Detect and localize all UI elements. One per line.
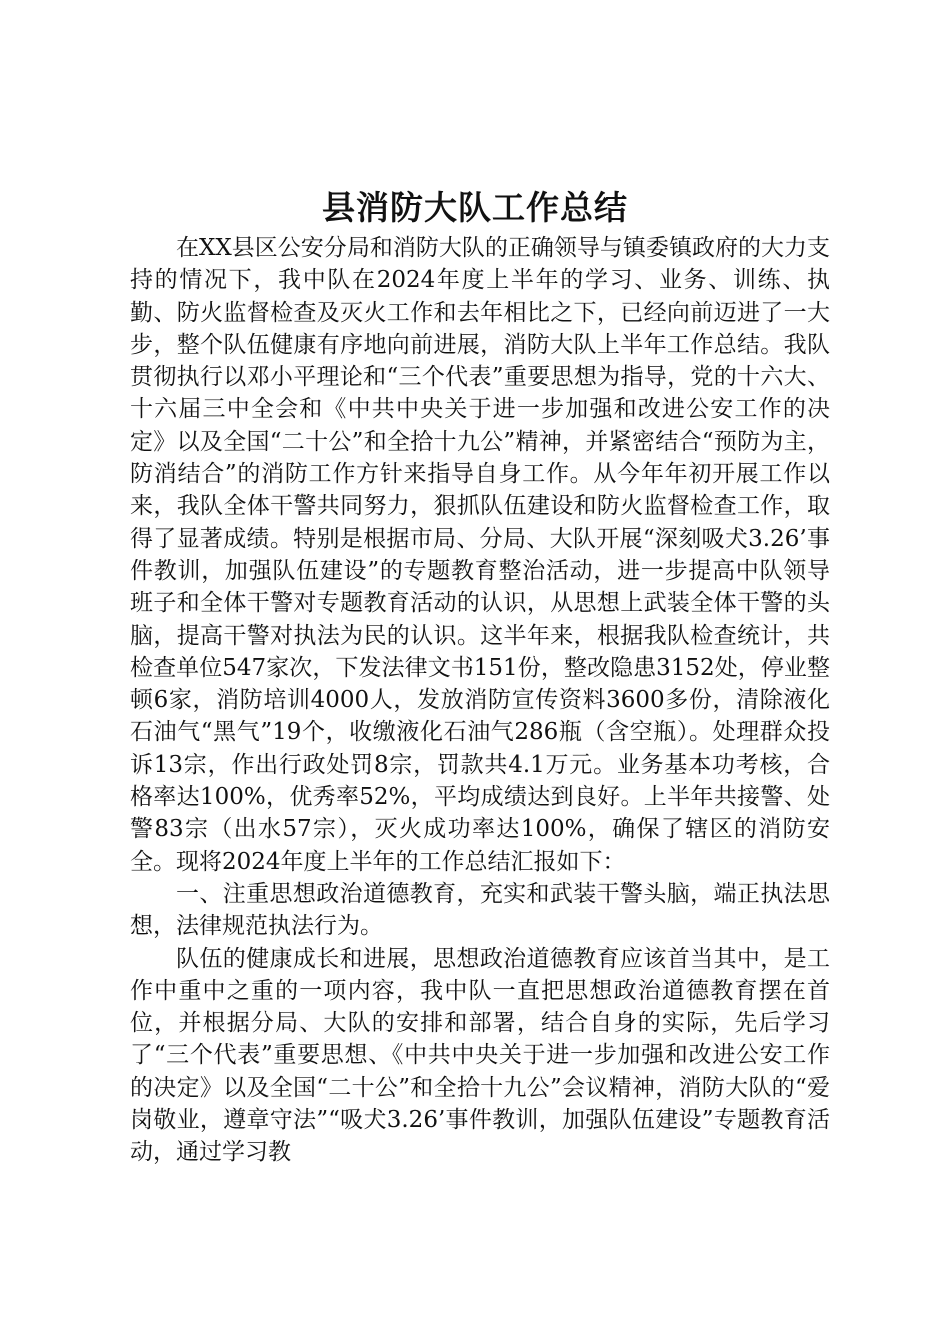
document-title: 县消防大队工作总结 bbox=[322, 188, 628, 227]
paragraph-section-one-body: 队伍的健康成长和进展，思想政治道德教育应该首当其中，是工作中重中之重的一项内容，我中队一直把思想政治道德教育摆在首位，并根据分局、大队的安排和部署，结合自身的实际，先后学习了“三个代表”重要思想、《中共中央关于进一步加强和改进公安工作的决定》以及全国“二十公”和全拾十九公”会议精神，消防大队的“爱岗敬业，遵章守法”“吸犬3.26’事件教训，加强队伍建设”专题教育活动，通过学习教 bbox=[130, 945, 830, 1166]
document-body bbox=[130, 232, 830, 1169]
paragraph-section-one-heading: 一、注重思想政治道德教育，充实和武装干警头脑，端正执法思想，法律规范执法行为。 bbox=[130, 880, 830, 940]
paragraph-intro: 在XX县区公安分局和消防大队的正确领导与镇委镇政府的大力支持的情况下，我中队在2024年度上半年的学习、业务、训练、执勤、防火监督检查及灭火工作和去年相比之下，已经向前迈进了一大步，整个队伍健康有序地向前进展，消防大队上半年工作总结。我队贯彻执行以邓小平理论和“三个代表”重要思想为指导，党的十六大、十六届三中全会和《中共中央关于进一步加强和改进公安工作的决定》以及全国“二十公”和全拾十九公”精神，并紧密结合“预防为主，防消结合”的消防工作方针来指导自身工作。从今年年初开展工作以来，我队全体干警共同努力，狠抓队伍建设和防火监督检查工作，取得了显著成绩。特别是根据市局、分局、大队开展“深刻吸犬3.26’事件教训，加强队伍建设”的专题教育整治活动，进一步提高中队领导班子和全体干警对专题教育活动的认识，从思想上武装全体干警的头脑，提高干警对执法为民的认识。这半年来，根据我队检查统计，共检查单位547家次，下发法律文书151份，整改隐患3152处，停业整顿6家，消防培训4000人，发放消防宣传资料3600多份，清除液化石油气“黑气”19个，收缴液化石油气286瓶（含空瓶）。处理群众投诉13宗，作出行政处罚8宗，罚款共4.1万元。业务基本功考核，合格率达100%，优秀率52%，平均成绩达到良好。上半年共接警、处警83宗（出水57宗），灭火成功率达100%，确保了辖区的消防安全。现将2024年度上半年的工作总结汇报如下： bbox=[130, 235, 830, 875]
